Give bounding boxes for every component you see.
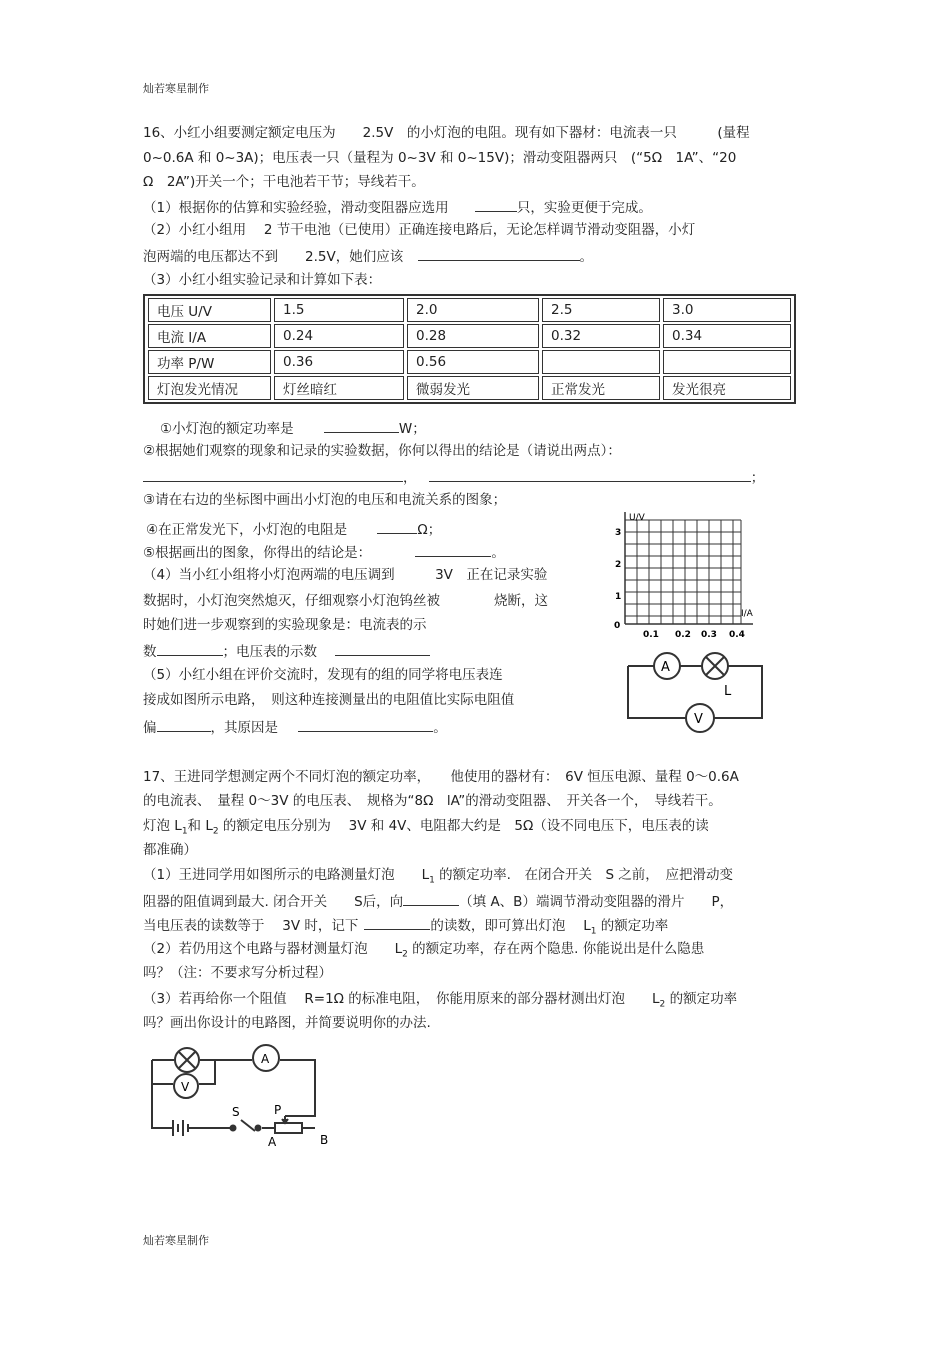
- q16-sub-1-unit: W；: [398, 421, 426, 437]
- q17-line-4: 都准确）: [143, 842, 197, 858]
- table-cell: 0.28: [407, 324, 539, 348]
- end-b-label: B: [320, 1133, 329, 1147]
- q16-sub-2: ②根据她们观察的现象和记录的实验数据，你何以得出的结论是（请说出两点）：: [143, 443, 621, 459]
- q16-sub-5-period: 。: [491, 545, 505, 561]
- q16-part1-text: （1）根据你的估算和实验经验，滑动变阻器应选用: [143, 200, 449, 216]
- q17-line-3: [143, 817, 709, 841]
- voltmeter-label: V: [181, 1080, 190, 1094]
- circuit-wires-bottom: [152, 1060, 315, 1131]
- q17-line-1: 17、王进同学想测定两个不同灯泡的额定功率， 他使用的器材有： 6V 恒压电源、量程 0～0.6A: [143, 769, 739, 785]
- q16-part3-title: （3）小红小组实验记录和计算如下表：: [143, 272, 382, 288]
- meter-blank[interactable]: [364, 915, 430, 930]
- q17-p1a-text-2: 的额定功率. 在闭合开关 S 之前， 应把滑动变: [434, 867, 734, 883]
- q16-sub-1: [160, 418, 426, 438]
- table-cell: 微弱发光: [407, 376, 539, 400]
- q17-p1a-text-1: （1）王进同学用如图所示的电路测量灯泡 L: [143, 867, 430, 883]
- q16-part5-line-2: 接成如图所示电路， 则这种连接测量出的电阻值比实际电阻值: [143, 692, 515, 708]
- q16-part4-line-4: [143, 641, 430, 661]
- q16-sub-3: ③请在右边的坐标图中画出小灯泡的电压和电流关系的图象；: [143, 492, 507, 508]
- bias-blank[interactable]: [157, 717, 211, 732]
- subscript: 1: [429, 875, 435, 886]
- q17-p1c-text-1: 当电压表的读数等于 3V 时，记下: [143, 918, 359, 934]
- q16-line-2: 0~0.6A 和 0~3A)；电压表一只（量程为 0~3V 和 0~15V)；滑动变阻器两只 (“5Ω 1A”、“20: [143, 150, 737, 166]
- q16-part5-pian: 偏: [143, 720, 157, 736]
- q17-p2-text-2: 的额定功率，存在两个隐患. 你能说出是什么隐患: [407, 941, 705, 957]
- table-cell: 灯泡发光情况: [148, 376, 271, 400]
- q17-line-2: 的电流表、 量程 0～3V 的电压表、 规格为“8Ω lA”的滑动变阻器、 开关各一个， 导线若干。: [143, 793, 722, 809]
- voltmeter-label: V: [694, 712, 703, 727]
- q16-part1: [143, 197, 652, 217]
- q17-part1-line-3: [143, 915, 668, 941]
- y-tick-label: 1: [615, 592, 622, 602]
- x-tick-label: 0.4: [729, 630, 745, 640]
- rheostat-icon[interactable]: [275, 1123, 302, 1133]
- switch-contact: [231, 1126, 236, 1131]
- y-tick-label: 2: [615, 560, 622, 570]
- q16-part5-reason: ，其原因是: [210, 720, 278, 736]
- x-axis-label: I/A: [741, 609, 753, 619]
- q16-sub-5-text: ⑤根据画出的图象，你得出的结论是：: [143, 545, 372, 561]
- table-row: [148, 298, 791, 322]
- q17-p3-text-2: 的额定功率: [665, 991, 738, 1007]
- subscript: 2: [659, 999, 666, 1010]
- q16-part4-line-1: （4）当小红小组将小灯泡两端的电压调到 3V 正在记录实验: [143, 567, 548, 583]
- resistance-blank[interactable]: [377, 519, 417, 534]
- table-cell: 0.34: [663, 324, 791, 348]
- page-header: 灿若寒星制作: [143, 82, 209, 95]
- q17-p2-text-1: （2）若仍用这个电路与器材测量灯泡 L: [143, 941, 403, 957]
- semicolon: ；: [750, 470, 765, 486]
- q17-part3-line-1: [143, 990, 737, 1014]
- subscript: 1: [181, 826, 188, 837]
- q16-part4-voltmeter: ；电压表的示数: [222, 644, 317, 660]
- ammeter-label: A: [661, 660, 670, 675]
- q16-part2-line-2: [143, 246, 593, 266]
- table-cell-empty[interactable]: [542, 350, 660, 374]
- q16-circuit-diagram: [618, 648, 768, 738]
- q16-part2-text: 泡两端的电压都达不到 2.5V，她们应该: [143, 249, 404, 265]
- q16-part2-period: 。: [579, 249, 594, 265]
- q16-sub-4: [146, 519, 441, 539]
- comma: ，: [403, 470, 417, 486]
- table-row: [148, 350, 791, 374]
- table-cell: 0.56: [407, 350, 539, 374]
- table-row: [148, 376, 791, 400]
- graph-grid: [625, 520, 741, 624]
- origin-label: 0: [614, 621, 621, 631]
- switch-contact: [256, 1126, 261, 1131]
- table-row: [148, 324, 791, 348]
- table-cell: 灯丝暗红: [274, 376, 404, 400]
- conclusion-blank-1[interactable]: [143, 467, 403, 482]
- lamp-label: L: [724, 684, 732, 699]
- q17-p3-text-1: （3）若再给你一个阻值 R=1Ω 的标准电阻， 你能用原来的部分器材测出灯泡 L: [143, 991, 660, 1007]
- q16-part2-blank[interactable]: [418, 246, 580, 261]
- table-cell: 0.32: [542, 324, 660, 348]
- table-cell: 2.5: [542, 298, 660, 322]
- table-cell: 功率 P/W: [148, 350, 271, 374]
- table-cell: 电压 U/V: [148, 298, 271, 322]
- table-cell: 1.5: [274, 298, 404, 322]
- slider-label: P: [274, 1103, 282, 1117]
- q16-part4-shu: 数: [143, 644, 157, 660]
- x-tick-label: 0.3: [701, 630, 717, 640]
- q16-part1-tail: 只，实验更便于完成。: [516, 200, 652, 216]
- q16-part5-line-3: [143, 717, 447, 737]
- q16-line-3: Ω 2A”)开关一个；干电池若干节；导线若干。: [143, 174, 425, 190]
- table-cell: 发光很亮: [663, 376, 791, 400]
- ammeter-reading-blank[interactable]: [157, 641, 223, 656]
- q16-part4-line-2: 数据时，小灯泡突然熄灭，仔细观察小灯泡钨丝被 烧断，这: [143, 593, 548, 609]
- q17-l3-text-2: 和 L: [187, 818, 213, 834]
- q16-part5-line-1: （5）小红小组在评价交流时，发现有的组的同学将电压表连: [143, 667, 503, 683]
- table-cell-empty[interactable]: [663, 350, 791, 374]
- u-i-graph: [605, 510, 755, 642]
- q17-part3-line-2: 吗？画出你设计的电路图，并简要说明你的办法.: [143, 1015, 431, 1031]
- q17-l3-text-3: 的额定电压分别为 3V 和 4V、电阻都大约是 5Ω（设不同电压下，电压表的读: [218, 818, 709, 834]
- table-cell: 2.0: [407, 298, 539, 322]
- subscript: 1: [590, 926, 597, 937]
- graph-conclusion-blank[interactable]: [415, 542, 491, 557]
- rated-power-blank[interactable]: [324, 418, 399, 433]
- q17-part1-line-1: [143, 866, 733, 890]
- table-cell: 0.36: [274, 350, 404, 374]
- q16-line-1: 16、小红小组要测定额定电压为 2.5V 的小灯泡的电阻。现有如下器材：电流表一只 (量程: [143, 125, 750, 141]
- q17-part2-line-1: [143, 940, 704, 964]
- table-cell: 0.24: [274, 324, 404, 348]
- q17-p1c-text-3: 的额定功率: [596, 918, 669, 934]
- table-cell: 3.0: [663, 298, 791, 322]
- subscript: 2: [212, 826, 219, 837]
- end-a-label: A: [268, 1135, 277, 1149]
- q17-p1b-text-2: （填 A、B）端调节滑动变阻器的滑片 P，: [459, 894, 734, 910]
- q17-part1-line-2: [143, 891, 733, 911]
- voltmeter-reading-blank[interactable]: [335, 641, 430, 656]
- table-cell: 电流 I/A: [148, 324, 271, 348]
- q16-part2-line-1: （2）小红小组用 2 节干电池（已使用）正确连接电路后，无论怎样调节滑动变阻器，小灯: [143, 222, 696, 238]
- switch-label: S: [232, 1105, 240, 1119]
- q17-p1c-text-2: 的读数，即可算出灯泡 L: [430, 918, 591, 934]
- q16-part5-period: 。: [433, 720, 447, 736]
- q16-sub-5: [143, 542, 505, 562]
- q17-circuit-diagram: [140, 1040, 340, 1152]
- ammeter-label: A: [261, 1052, 270, 1066]
- q16-part4-line-3: 时她们进一步观察到的实验现象是：电流表的示: [143, 617, 427, 633]
- y-axis-label: U/V: [629, 513, 645, 523]
- q16-sub-4-text: ④在正常发光下，小灯泡的电阻是: [146, 522, 348, 538]
- x-tick-label: 0.2: [675, 630, 691, 640]
- q17-l3-text-1: 灯泡 L: [143, 818, 182, 834]
- table-cell: 正常发光: [542, 376, 660, 400]
- q16-sub-1-text: ①小灯泡的额定功率是: [160, 421, 294, 437]
- conclusion-blank-2[interactable]: [429, 467, 751, 482]
- reason-blank[interactable]: [298, 717, 433, 732]
- q17-p1b-text-1: 阻器的阻值调到最大. 闭合开关 S后，向: [143, 894, 404, 910]
- q17-part2-line-2: 吗？（注：不要求写分析过程）: [143, 965, 332, 981]
- record-table: [143, 294, 796, 404]
- q16-part1-blank[interactable]: [475, 197, 517, 212]
- y-tick-label: 3: [615, 528, 622, 538]
- subscript: 2: [402, 949, 408, 960]
- direction-blank[interactable]: [403, 891, 459, 906]
- q16-sub-2-answers: [143, 467, 764, 487]
- page-footer: 灿若寒星制作: [143, 1234, 209, 1247]
- x-tick-label: 0.1: [643, 630, 659, 640]
- q16-sub-4-unit: Ω；: [417, 522, 442, 538]
